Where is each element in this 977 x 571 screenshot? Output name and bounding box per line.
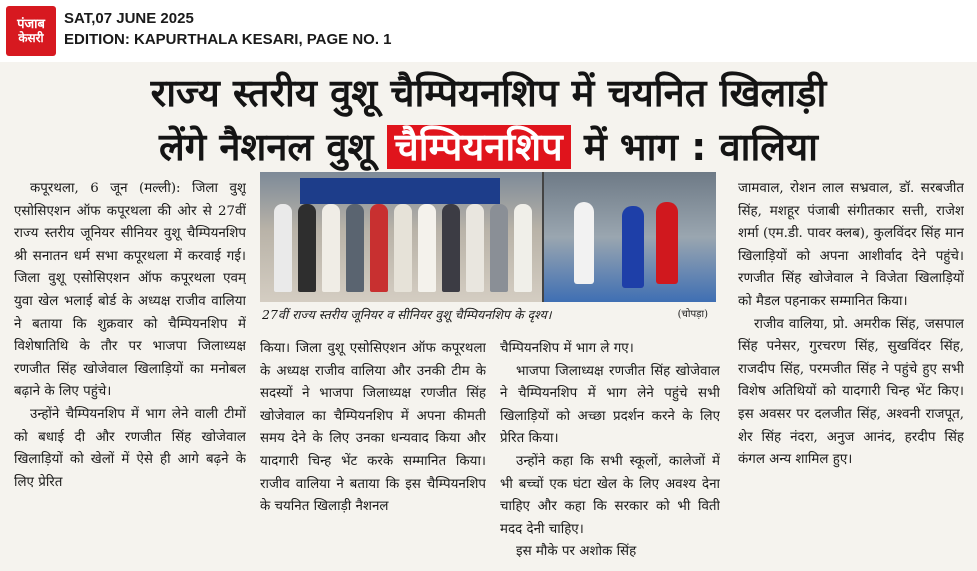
- article-column-4: [738, 178, 964, 568]
- article-column-3: [500, 338, 720, 568]
- newspaper-logo: [6, 6, 56, 56]
- article-paragraph: उन्होंने चैम्पियनशिप में भाग लेने वाली टीमों को बधाई दी और रणजीत सिंह खोजेवाल खिलाड़ियों को खेलों में ऐसे ही आगे बढ़ने के लिए प्रेरित: [14, 406, 246, 490]
- article-column-1: [14, 178, 246, 568]
- referee-figure: [574, 202, 594, 284]
- photo-caption: [262, 304, 714, 326]
- person-figure: [466, 204, 484, 292]
- page-header: [0, 0, 977, 62]
- logo-line-2: केसरी: [18, 30, 44, 45]
- article-paragraph: जामवाल, रोशन लाल सभ्रवाल, डॉ. सरबजीत सिंह, मशहूर पंजाबी संगीतकार सत्ती, राजेश शर्मा (एम.डी. पावर क्लब), कुलविंदर सिंह मान खिलाड़ियों को अपना आशीर्वाद देने पहुंचे। रणजीत सिंह खोजेवाल ने विजेता खिलाड़ियों को मैडल पहनाकर सम्मानित किया।: [738, 181, 964, 309]
- article-paragraph: कपूरथला, 6 जून (मल्ली): जिला वुशू एसोसिएशन ऑफ कपूरथला की ओर से 27वीं राज्य स्तरीय जूनियर सीनियर वुशू चैम्पियनशिप श्री सनातन धर्म सभा कपूरथला में करवाई गई। जिला वुशू एसोसिएशन ऑफ कपूरथला एवम् युवा खेल भलाई बोर्ड के अध्यक्ष राजीव वालिया ने बताया कि शुक्रवार को चैम्पियनशिप में विशेषातिथि के तौर पर भाजपा जिलाध्यक्ष रणजीत सिंह खोजेवाल खिलाड़ियों का मनोबल बढ़ाने के लिए पहुंचे।: [14, 181, 246, 400]
- photo-credit: (चोपड़ा): [677, 309, 708, 320]
- headline-line-2: [0, 120, 977, 174]
- headline-line-2-end: में भाग : वालिया: [583, 125, 818, 169]
- person-figure: [298, 204, 316, 292]
- person-figure: [490, 204, 508, 292]
- article-paragraph: उन्होंने कहा कि सभी स्कूलों, कालेजों में भी बच्चों एक घंटा खेल के लिए अवश्य देना चाहिए और कहा कि सरकार को भी विती मदद देनी चाहिए।: [500, 453, 720, 537]
- ceremony-photo: [260, 172, 542, 302]
- article-paragraph: किया। जिला वुशू एसोसिएशन ऑफ कपूरथला के अध्यक्ष राजीव वालिया और उनकी टीम के सदस्यों ने भाजपा जिलाध्यक्ष रणजीत सिंह खोजेवाल का चैम्पियनशिप में अपना कीमती समय देने के लिए उनका धन्यवाद किया और यादगारी चिन्ह भेंट करके सम्मानित किया। राजीव वालिया ने बताया कि इस चैम्पियनशिप के चयनित खिलाड़ी नैशनल: [260, 341, 486, 515]
- article-paragraph: भाजपा जिलाध्यक्ष रणजीत सिंह खोजेवाल ने चैम्पियनशिप में भाग लेने पहुंचे सभी खिलाड़ियों को अच्छा प्रदर्शन करने के लिए प्रेरित किया।: [500, 363, 720, 447]
- person-figure: [514, 204, 532, 292]
- person-figure: [346, 204, 364, 292]
- edition-label: EDITION: KAPURTHALA KESARI, PAGE NO. 1: [64, 31, 392, 48]
- edition-info: [64, 8, 392, 50]
- event-banner: [300, 178, 500, 204]
- person-figure: [370, 204, 388, 292]
- person-figure: [442, 204, 460, 292]
- article-paragraph: इस मौके पर अशोक सिंह: [516, 544, 637, 560]
- bout-photo: [544, 172, 716, 302]
- headline-line-2-start: लेंगे नैशनल वुशू: [159, 125, 374, 169]
- article-paragraph: चैम्पियनशिप में भाग ले गए।: [500, 341, 634, 356]
- article-paragraph: राजीव वालिया, प्रो. अमरीक सिंह, जसपाल सिंह पनेसर, गुरचरण सिंह, सुखविंदर सिंह, राजदीप सिंह, परमजीत सिंह ने पहुंचे हुए सभी विशेष अतिथियों को यादगारी चिन्ह भेंट किए। इस अवसर पर दलजीत सिंह, अश्वनी राजपूत, शेर सिंह नंदरा, अनुज आनंद, हरदीप सिंह कंगल अन्य शामिल हुए।: [738, 316, 964, 468]
- article-column-2: [260, 338, 486, 568]
- person-figure: [418, 204, 436, 292]
- photo-collage: [260, 172, 716, 302]
- person-figure: [274, 204, 292, 292]
- person-figure: [394, 204, 412, 292]
- blue-fighter-figure: [622, 206, 644, 288]
- headline-highlight: चैम्पियनशिप: [387, 125, 571, 169]
- headline-line-1: राज्य स्तरीय वुशू चैम्पियनशिप में चयनित खिलाड़ी: [150, 71, 827, 115]
- logo-line-1: पंजाब: [17, 16, 45, 32]
- caption-text: 27वीं राज्य स्तरीय जूनियर व सीनियर वुशू चैम्पियनशिप के दृश्य।: [262, 307, 552, 322]
- publication-date: SAT,07 JUNE 2025: [64, 10, 194, 27]
- red-fighter-figure: [656, 202, 678, 284]
- person-figure: [322, 204, 340, 292]
